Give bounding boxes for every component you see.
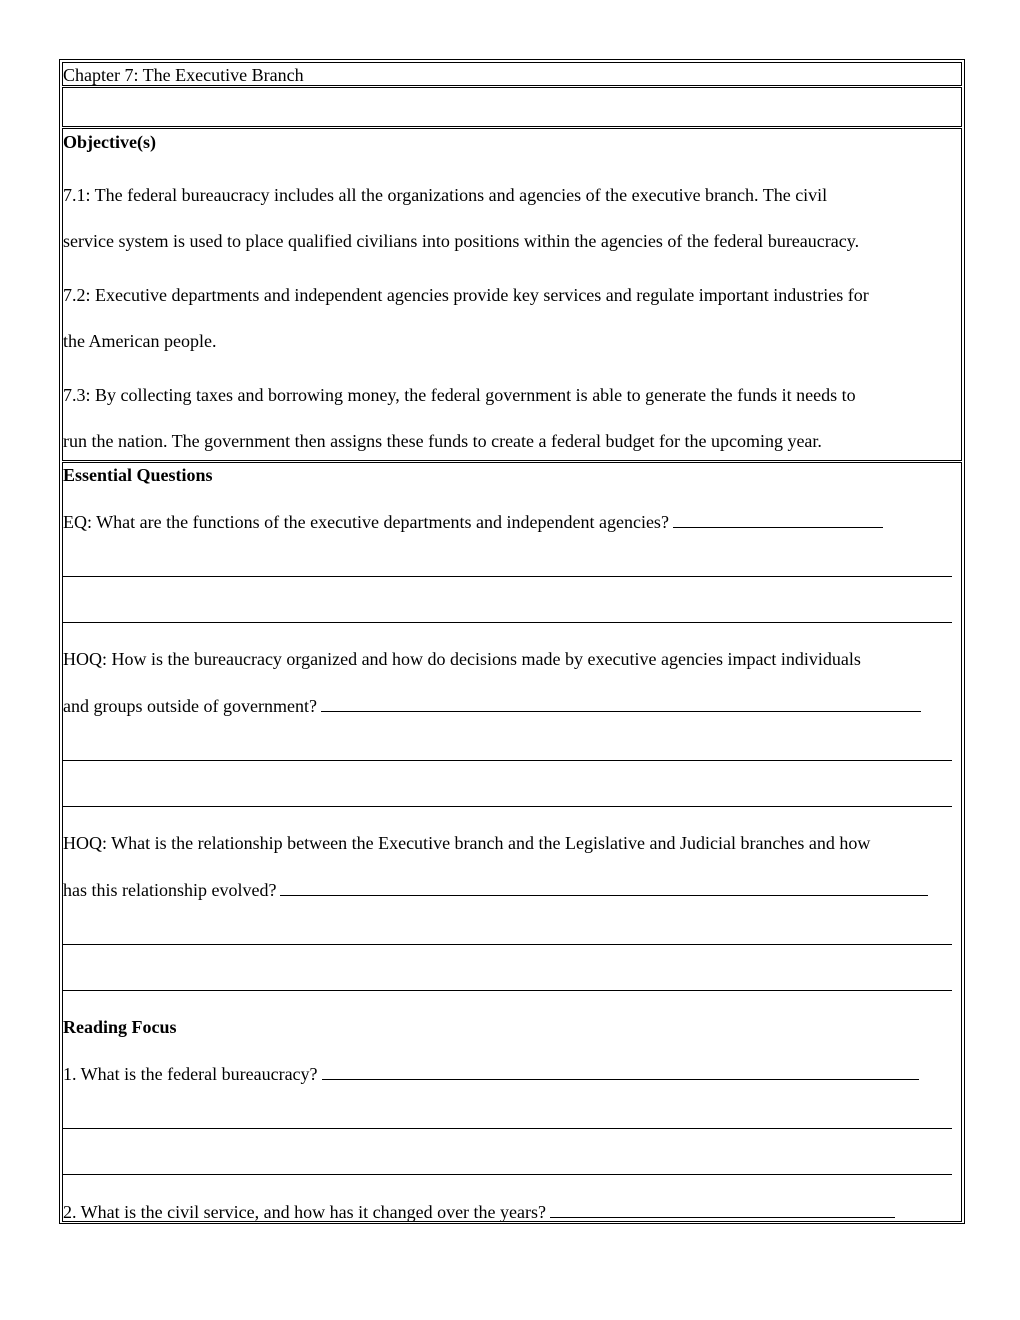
objective-7-1-line1: 7.1: The federal bureaucracy includes all the organizations and agencies of the executive branch. The civil	[63, 185, 828, 205]
hoq1-line2-text: and groups outside of government?	[63, 696, 317, 716]
hoq1-answer-line-1[interactable]	[63, 760, 952, 761]
objectives-section	[62, 128, 962, 461]
eq-question	[63, 510, 883, 533]
objective-7-2-line2: the American people.	[63, 331, 217, 351]
rf-question-1-text: 1. What is the federal bureaucracy?	[63, 1064, 318, 1084]
hoq1-answer-line-2[interactable]	[63, 806, 952, 807]
blank-row	[62, 87, 962, 127]
reading-focus-heading: Reading Focus	[63, 1017, 177, 1037]
essential-questions-heading: Essential Questions	[63, 465, 213, 485]
objective-7-1-line2: service system is used to place qualified civilians into positions within the agencies of the federal bureaucracy.	[63, 231, 860, 251]
hoq2-line2	[63, 878, 928, 901]
objective-7-2-line1: 7.2: Executive departments and independent agencies provide key services and regulate important industries for	[63, 285, 869, 305]
rf-q2-answer-blank[interactable]	[550, 1200, 895, 1218]
hoq2-answer-line-1[interactable]	[63, 944, 952, 945]
rf-question-2	[63, 1200, 895, 1223]
objective-7-3-line1: 7.3: By collecting taxes and borrowing money, the federal government is able to generate the funds it needs to	[63, 385, 856, 405]
chapter-title: Chapter 7: The Executive Branch	[63, 65, 304, 85]
essential-questions-section	[62, 462, 962, 1222]
hoq2-line1: HOQ: What is the relationship between the Executive branch and the Legislative and Judicial branches and how	[63, 833, 871, 853]
hoq1-line1: HOQ: How is the bureaucracy organized and how do decisions made by executive agencies impact individuals	[63, 649, 861, 669]
rf-q1-answer-line-1[interactable]	[63, 1128, 952, 1129]
hoq2-line2-text: has this relationship evolved?	[63, 880, 277, 900]
title-row	[62, 62, 962, 86]
worksheet-table	[59, 59, 965, 1224]
eq-question-text: EQ: What are the functions of the executive departments and independent agencies?	[63, 512, 669, 532]
hoq2-answer-blank[interactable]	[280, 878, 928, 896]
eq-answer-line-2[interactable]	[63, 622, 952, 623]
rf-question-2-text: 2. What is the civil service, and how has it changed over the years?	[63, 1202, 547, 1222]
hoq1-line2	[63, 694, 921, 717]
objective-7-3-line2: run the nation. The government then assigns these funds to create a federal budget for the upcoming year.	[63, 431, 822, 451]
rf-question-1	[63, 1062, 919, 1085]
hoq1-answer-blank[interactable]	[321, 694, 921, 712]
rf-q1-answer-blank[interactable]	[322, 1062, 919, 1080]
rf-q1-answer-line-2[interactable]	[63, 1174, 952, 1175]
objectives-heading: Objective(s)	[63, 132, 156, 152]
eq-answer-line-1[interactable]	[63, 576, 952, 577]
eq-answer-blank[interactable]	[673, 510, 883, 528]
hoq2-answer-line-2[interactable]	[63, 990, 952, 991]
